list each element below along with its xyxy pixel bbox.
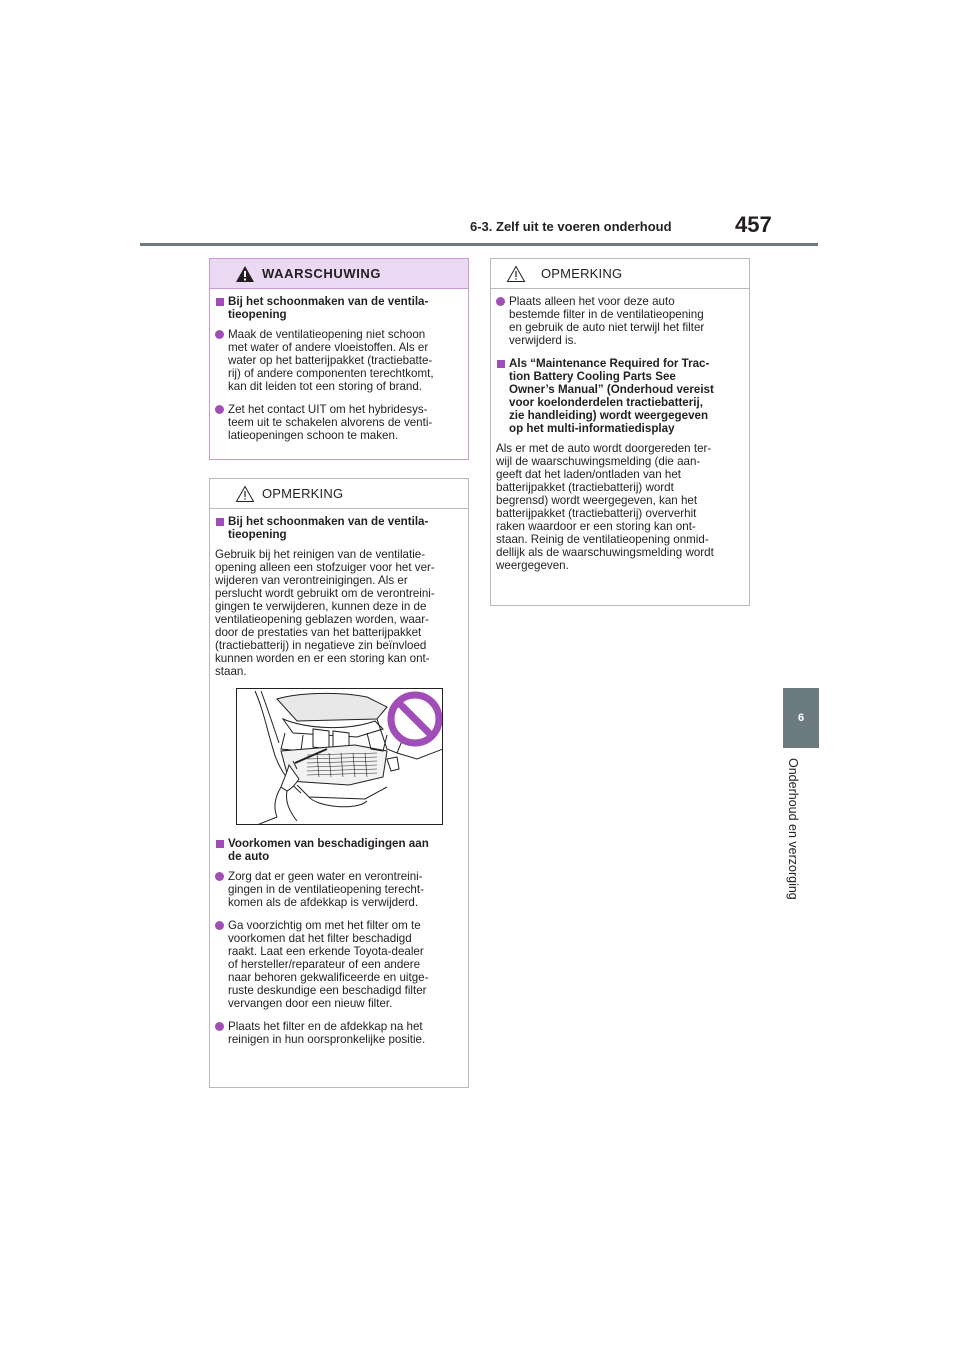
warning-bullet: Zet het contact UIT om het hybridesys- teem uit te schakelen alvorens de venti- latieopeningen schoon te maken. <box>215 403 461 442</box>
caution-triangle-outline-icon <box>506 265 526 283</box>
warning-title: WAARSCHUWING <box>262 266 382 281</box>
caution-triangle-outline-icon <box>235 485 255 503</box>
notice-paragraph: Als er met de auto wordt doorgereden ter- wijl de waarschuwingsmelding (die aan- geeft dat het laden/ontladen van het batterijpakket (tractiebatterij) wordt begrensd) wordt weergegeven, kan het batterijpakket (tractiebatterij) oververhit raken waardoor er een storing kan ont- staan. Reinig de ventilatieopening onmid- dellijk als de waarschuwingsmelding wordt weergegeven. <box>496 442 714 572</box>
notice-bullet: Plaats het filter en de afdekkap na het reinigen in hun oorspronkelijke positie. <box>215 1020 461 1046</box>
notice-title: OPMERKING <box>262 486 344 501</box>
notice-box-header <box>491 259 749 289</box>
page-number: 457 <box>735 212 772 237</box>
warning-triangle-icon <box>235 265 255 283</box>
warning-box <box>209 258 469 460</box>
notice-paragraph: Gebruik bij het reinigen van de ventilatie- opening alleen een stofzuiger voor het ver- wijderen van verontreinigingen. Als er perslucht wordt gebruikt om de verontreini- gingen te verwijderen, kunnen deze in de ventilatieopening geblazen worden, waar- door de prestaties van het batterijpakket (tractiebatterij) in negatieve zin beïnvloed kunnen worden en er een storing kan ont- staan. <box>215 548 435 678</box>
header-rule <box>140 243 818 246</box>
chapter-label <box>786 758 808 918</box>
notice-bullet: Zorg dat er geen water en verontreini- gingen in de ventilatieopening terecht- komen als de afdekkap is verwijderd. <box>215 870 461 909</box>
warning-body <box>210 289 468 458</box>
notice-box-header <box>210 479 468 509</box>
notice-body <box>491 289 749 588</box>
prohibited-icon <box>391 695 439 743</box>
notice-bullet: Ga voorzichtig om met het filter om te voorkomen dat het filter beschadigd raakt. Laat een erkende Toyota-dealer of hersteller/reparateur of een andere naar behoren gekwalificeerde en uitge- ruste deskundige een beschadigd filter vervangen door een nieuw filter. <box>215 919 461 1010</box>
ventilation-opening-drawing <box>237 689 443 825</box>
warning-heading: Bij het schoonmaken van de ventila- tieopening <box>215 295 461 321</box>
notice-bullet: Plaats alleen het voor deze auto bestemde filter in de ventilatieopening en gebruik de auto niet terwijl het filter verwijderd is. <box>496 295 742 347</box>
notice-body <box>210 509 468 1062</box>
chapter-tab[interactable] <box>783 688 819 748</box>
vacuum-cleaning-illustration <box>236 688 443 825</box>
section-title: 6-3. Zelf uit te voeren onderhoud <box>470 219 672 234</box>
chapter-number: 6 <box>797 712 805 724</box>
notice-box-right <box>490 258 750 606</box>
notice-box-left <box>209 478 469 1088</box>
notice-heading: Voorkomen van beschadigingen aan de auto <box>215 837 461 863</box>
notice-title: OPMERKING <box>541 266 623 281</box>
notice-heading: Bij het schoonmaken van de ventila- tieopening <box>215 515 461 541</box>
warning-bullet: Maak de ventilatieopening niet schoon met water of andere vloeistoffen. Als er water op het batterijpakket (tractiebatte- rij) of andere componenten terechtkomt, kan dit leiden tot een storing of brand. <box>215 328 461 393</box>
notice-heading: Als “Maintenance Required for Trac- tion Battery Cooling Parts See Owner’s Manual” (Onderhoud vereist voor koelonderdelen tractiebatterij, zie handleiding) wordt weergegeven op het multi-informatiedisplay <box>496 357 742 435</box>
warning-box-header <box>210 259 468 289</box>
chapter-label-text: Onderhoud en verzorging <box>786 758 800 900</box>
